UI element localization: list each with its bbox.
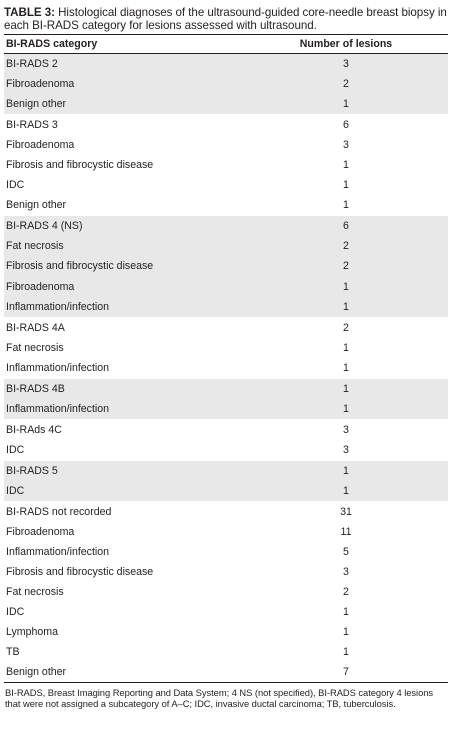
table-caption (4, 6, 448, 32)
table-row (4, 135, 448, 155)
lesion-count-cell: 3 (343, 443, 349, 456)
lesion-count-cell: 1 (244, 94, 448, 115)
diagnosis-cell: IDC (6, 443, 25, 456)
lesion-count-cell: 6 (244, 216, 448, 237)
table-header (4, 35, 448, 54)
diagnosis-cell: Fat necrosis (6, 341, 64, 354)
lesion-count-cell: 1 (244, 277, 448, 297)
table-row (4, 399, 448, 420)
lesion-count-cell: 2 (244, 236, 448, 256)
category-cell: BI-RADS 4B (4, 378, 244, 399)
lesion-count-cell: 6 (244, 115, 448, 136)
diagnosis-cell: Inflammation/infection (4, 297, 244, 318)
diagnosis-cell: Fibroadenoma (6, 526, 75, 539)
category-cell: BI-RAds 4C (4, 419, 244, 440)
table-header-row (4, 35, 448, 54)
diagnosis-cell: Fibroadenoma (4, 277, 244, 297)
table-row (4, 622, 448, 642)
lesion-count-cell: 1 (244, 399, 448, 420)
table-caption-label: TABLE 3: (4, 6, 55, 19)
table-row (4, 195, 448, 216)
table-body (4, 54, 448, 683)
table-row-category (4, 54, 448, 75)
lesion-count-cell: 1 (244, 460, 448, 481)
diagnosis-cell: Fibrosis and fibrocystic disease (4, 256, 244, 276)
lesion-count-cell: 1 (343, 361, 349, 374)
category-cell: BI-RADS 3 (4, 115, 244, 136)
lesion-count-cell: 1 (343, 341, 349, 354)
table-row (4, 338, 448, 358)
table-row (4, 642, 448, 662)
table-row (4, 297, 448, 318)
table-row (4, 236, 448, 256)
diagnosis-cell: IDC (4, 481, 244, 502)
category-cell: BI-RADS 2 (4, 54, 244, 75)
lesion-count-cell: 31 (244, 502, 448, 523)
lesion-count-cell: 3 (244, 54, 448, 75)
table-row (4, 602, 448, 622)
lesion-count-cell: 7 (244, 662, 448, 683)
lesion-count-cell: 2 (244, 317, 448, 338)
diagnosis-cell: Fibroadenoma (6, 139, 75, 152)
diagnosis-cell: Inflammation/infection (6, 546, 110, 559)
lesion-count-cell: 3 (343, 139, 349, 152)
table-row (4, 175, 448, 195)
diagnosis-cell: Fibrosis and fibrocystic disease (6, 566, 154, 579)
diagnosis-cell: Inflammation/infection (6, 361, 110, 374)
lesion-count-cell: 1 (343, 179, 349, 192)
table-row (4, 662, 448, 683)
diagnosis-cell: Lymphoma (6, 626, 59, 639)
lesion-count-cell: 1 (343, 159, 349, 172)
diagnosis-cell: Benign other (4, 94, 244, 115)
table-row (4, 522, 448, 542)
diagnosis-cell: Inflammation/infection (4, 399, 244, 420)
table-row-category (4, 460, 448, 481)
lesion-count-cell: 1 (244, 378, 448, 399)
lesion-count-cell: 2 (244, 74, 448, 94)
lesion-count-cell: 1 (244, 481, 448, 502)
lesion-count-cell: 2 (244, 256, 448, 276)
lesion-count-cell: 1 (244, 297, 448, 318)
lesion-count-cell: 3 (343, 566, 349, 579)
table-row (4, 358, 448, 379)
table-row (4, 155, 448, 175)
category-cell: BI-RADS 4A (4, 317, 244, 338)
lesion-count-cell: 1 (343, 646, 349, 659)
table-row (4, 542, 448, 562)
diagnosis-cell: Benign other (6, 199, 67, 212)
table-row (4, 481, 448, 502)
diagnosis-cell: Fat necrosis (6, 586, 64, 599)
table-row (4, 582, 448, 602)
diagnosis-cell: Fat necrosis (4, 236, 244, 256)
category-cell: BI-RADS not recorded (4, 502, 244, 523)
table-row (4, 277, 448, 297)
diagnosis-cell: Fibroadenoma (4, 74, 244, 94)
table-caption-text: Histological diagnoses of the ultrasound-guided core-needle breast biopsy in each BI-RADS category for lesions assessed with ultrasound. (4, 6, 447, 32)
category-cell: BI-RADS 5 (4, 460, 244, 481)
table-row-category (4, 419, 448, 440)
table-row (4, 256, 448, 276)
diagnosis-cell: Benign other (4, 662, 244, 683)
lesion-count-cell: 2 (343, 586, 349, 599)
diagnoses-table (4, 34, 448, 683)
lesion-count-cell: 1 (343, 606, 349, 619)
column-header-lesions: Number of lesions (244, 35, 448, 54)
table-row-category (4, 216, 448, 237)
diagnosis-cell: Fibrosis and fibrocystic disease (6, 159, 154, 172)
category-cell: BI-RADS 4 (NS) (4, 216, 244, 237)
diagnosis-cell: IDC (6, 606, 25, 619)
lesion-count-cell: 5 (343, 546, 349, 559)
column-header-category: BI-RADS category (4, 35, 244, 54)
lesion-count-cell: 1 (343, 626, 349, 639)
lesion-count-cell: 1 (343, 199, 349, 212)
table-footnote: BI-RADS, Breast Imaging Reporting and Data System; 4 NS (not specified), BI-RADS category 4 lesions that were not assigned a subcategory of A–C; IDC, invasive ductal carcinoma; TB, tuberculosis. (5, 687, 434, 710)
lesion-count-cell: 11 (340, 526, 352, 539)
table-row-category (4, 502, 448, 523)
table-row (4, 562, 448, 582)
diagnosis-cell: TB (6, 646, 20, 659)
table-row (4, 440, 448, 461)
table-row (4, 74, 448, 94)
table-row (4, 94, 448, 115)
diagnosis-cell: IDC (6, 179, 25, 192)
lesion-count-cell: 3 (244, 419, 448, 440)
table-row-category (4, 378, 448, 399)
table-row-category (4, 115, 448, 136)
table-row-category (4, 317, 448, 338)
